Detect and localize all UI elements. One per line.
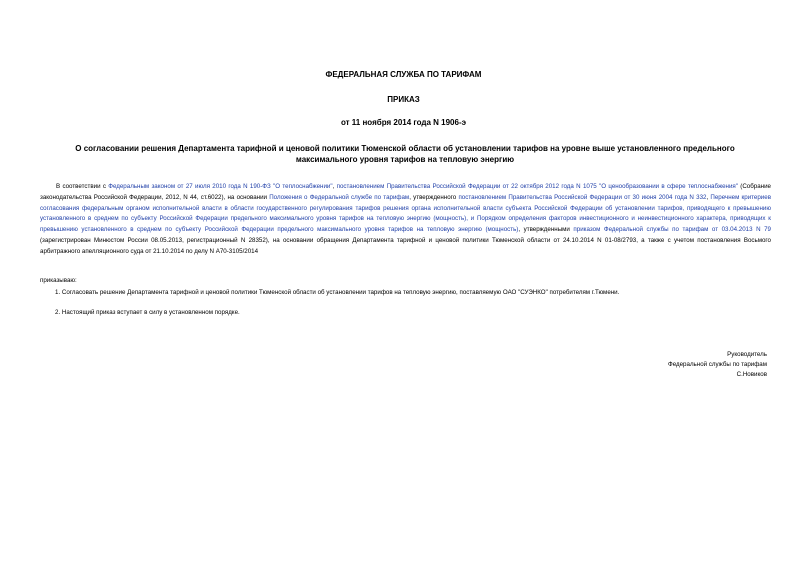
link-fst-order-79[interactable]: приказом Федеральной службы по тарифам от 03.04.2013 N 79 — [573, 226, 771, 234]
link-government-decree-332[interactable]: постановлением Правительства Российской Федерации от 30 июня 2004 года N 332 — [458, 193, 707, 201]
order-intro: приказываю: — [40, 277, 77, 284]
document-type: ПРИКАЗ — [387, 95, 420, 104]
preamble-text: , — [706, 193, 711, 201]
preamble-paragraph — [40, 182, 771, 258]
link-criteria-list[interactable]: Перечнем критериев согласования федеральным органом исполнительной власти в области государственного регулирования тарифов решения органа исполнительной власти субъекта Российской Федерации об установлении тарифов, приводящего к превышению установленного в среднем по субъекту Российской Федерации предельного максимального уровня тарифов на тепловую энергию (мощность), и Порядком определения факторов инвестиционного и неинвестиционного характера, приводящих к превышению установленного в среднем по субъекту Российской Федерации предельного максимального уровня тарифов на тепловую энергию (мощность) — [40, 193, 771, 234]
preamble-text: В соответствии с — [56, 183, 109, 190]
signature-name: С.Новиков — [736, 371, 767, 378]
order-item-2: 2. Настоящий приказ вступает в силу в установленном порядке. — [55, 309, 240, 316]
signature-title: Руководитель — [727, 351, 767, 358]
preamble-text: , — [332, 183, 337, 190]
document-title: О согласовании решения Департамента тарифной и ценовой политики Тюменской области об установлении тарифов на уровне выше установленного предельного максимального уровня тарифов на тепловую энергию — [75, 144, 735, 164]
signature-organization: Федеральной службы по тарифам — [668, 361, 767, 368]
link-fst-regulation[interactable]: Положения о Федеральной службе по тарифам — [269, 193, 410, 201]
link-government-decree-1075[interactable]: постановлением Правительства Российской Федерации от 22 октября 2012 года N 1075 "О ценообразовании в сфере теплоснабжения" — [336, 183, 738, 190]
preamble-text: , утвержденного — [409, 193, 459, 201]
order-item-1: 1. Согласовать решение Департамента тарифной и ценовой политики Тюменской области об установлении тарифов на тепловую энергию, поставляемую ОАО "СУЭНКО" потребителям г.Тюмени. — [55, 289, 620, 296]
agency-name: ФЕДЕРАЛЬНАЯ СЛУЖБА ПО ТАРИФАМ — [325, 70, 482, 79]
preamble-text: (зарегистрирован Минюстом России 08.05.2013, регистрационный N 28352), на основании обращения Департамента тарифной и ценовой политики Тюменской области от 24.10.2014 N 01-08/2793, а также с учетом постановления Восьмого арбитражного апелляционного суда от 21.10.2014 по делу N А70-3105/2014 — [40, 236, 771, 255]
document-date-number: от 11 ноября 2014 года N 1906-э — [340, 118, 467, 127]
preamble-text: , утвержденными — [518, 226, 574, 234]
preamble-text: (Собрание законодательства Российской Федерации, 2012, N 44, ст.6022), на основании — [40, 183, 771, 201]
link-federal-law-190[interactable]: Федеральным законом от 27 июля 2010 года N 190-ФЗ "О теплоснабжении" — [108, 183, 333, 190]
